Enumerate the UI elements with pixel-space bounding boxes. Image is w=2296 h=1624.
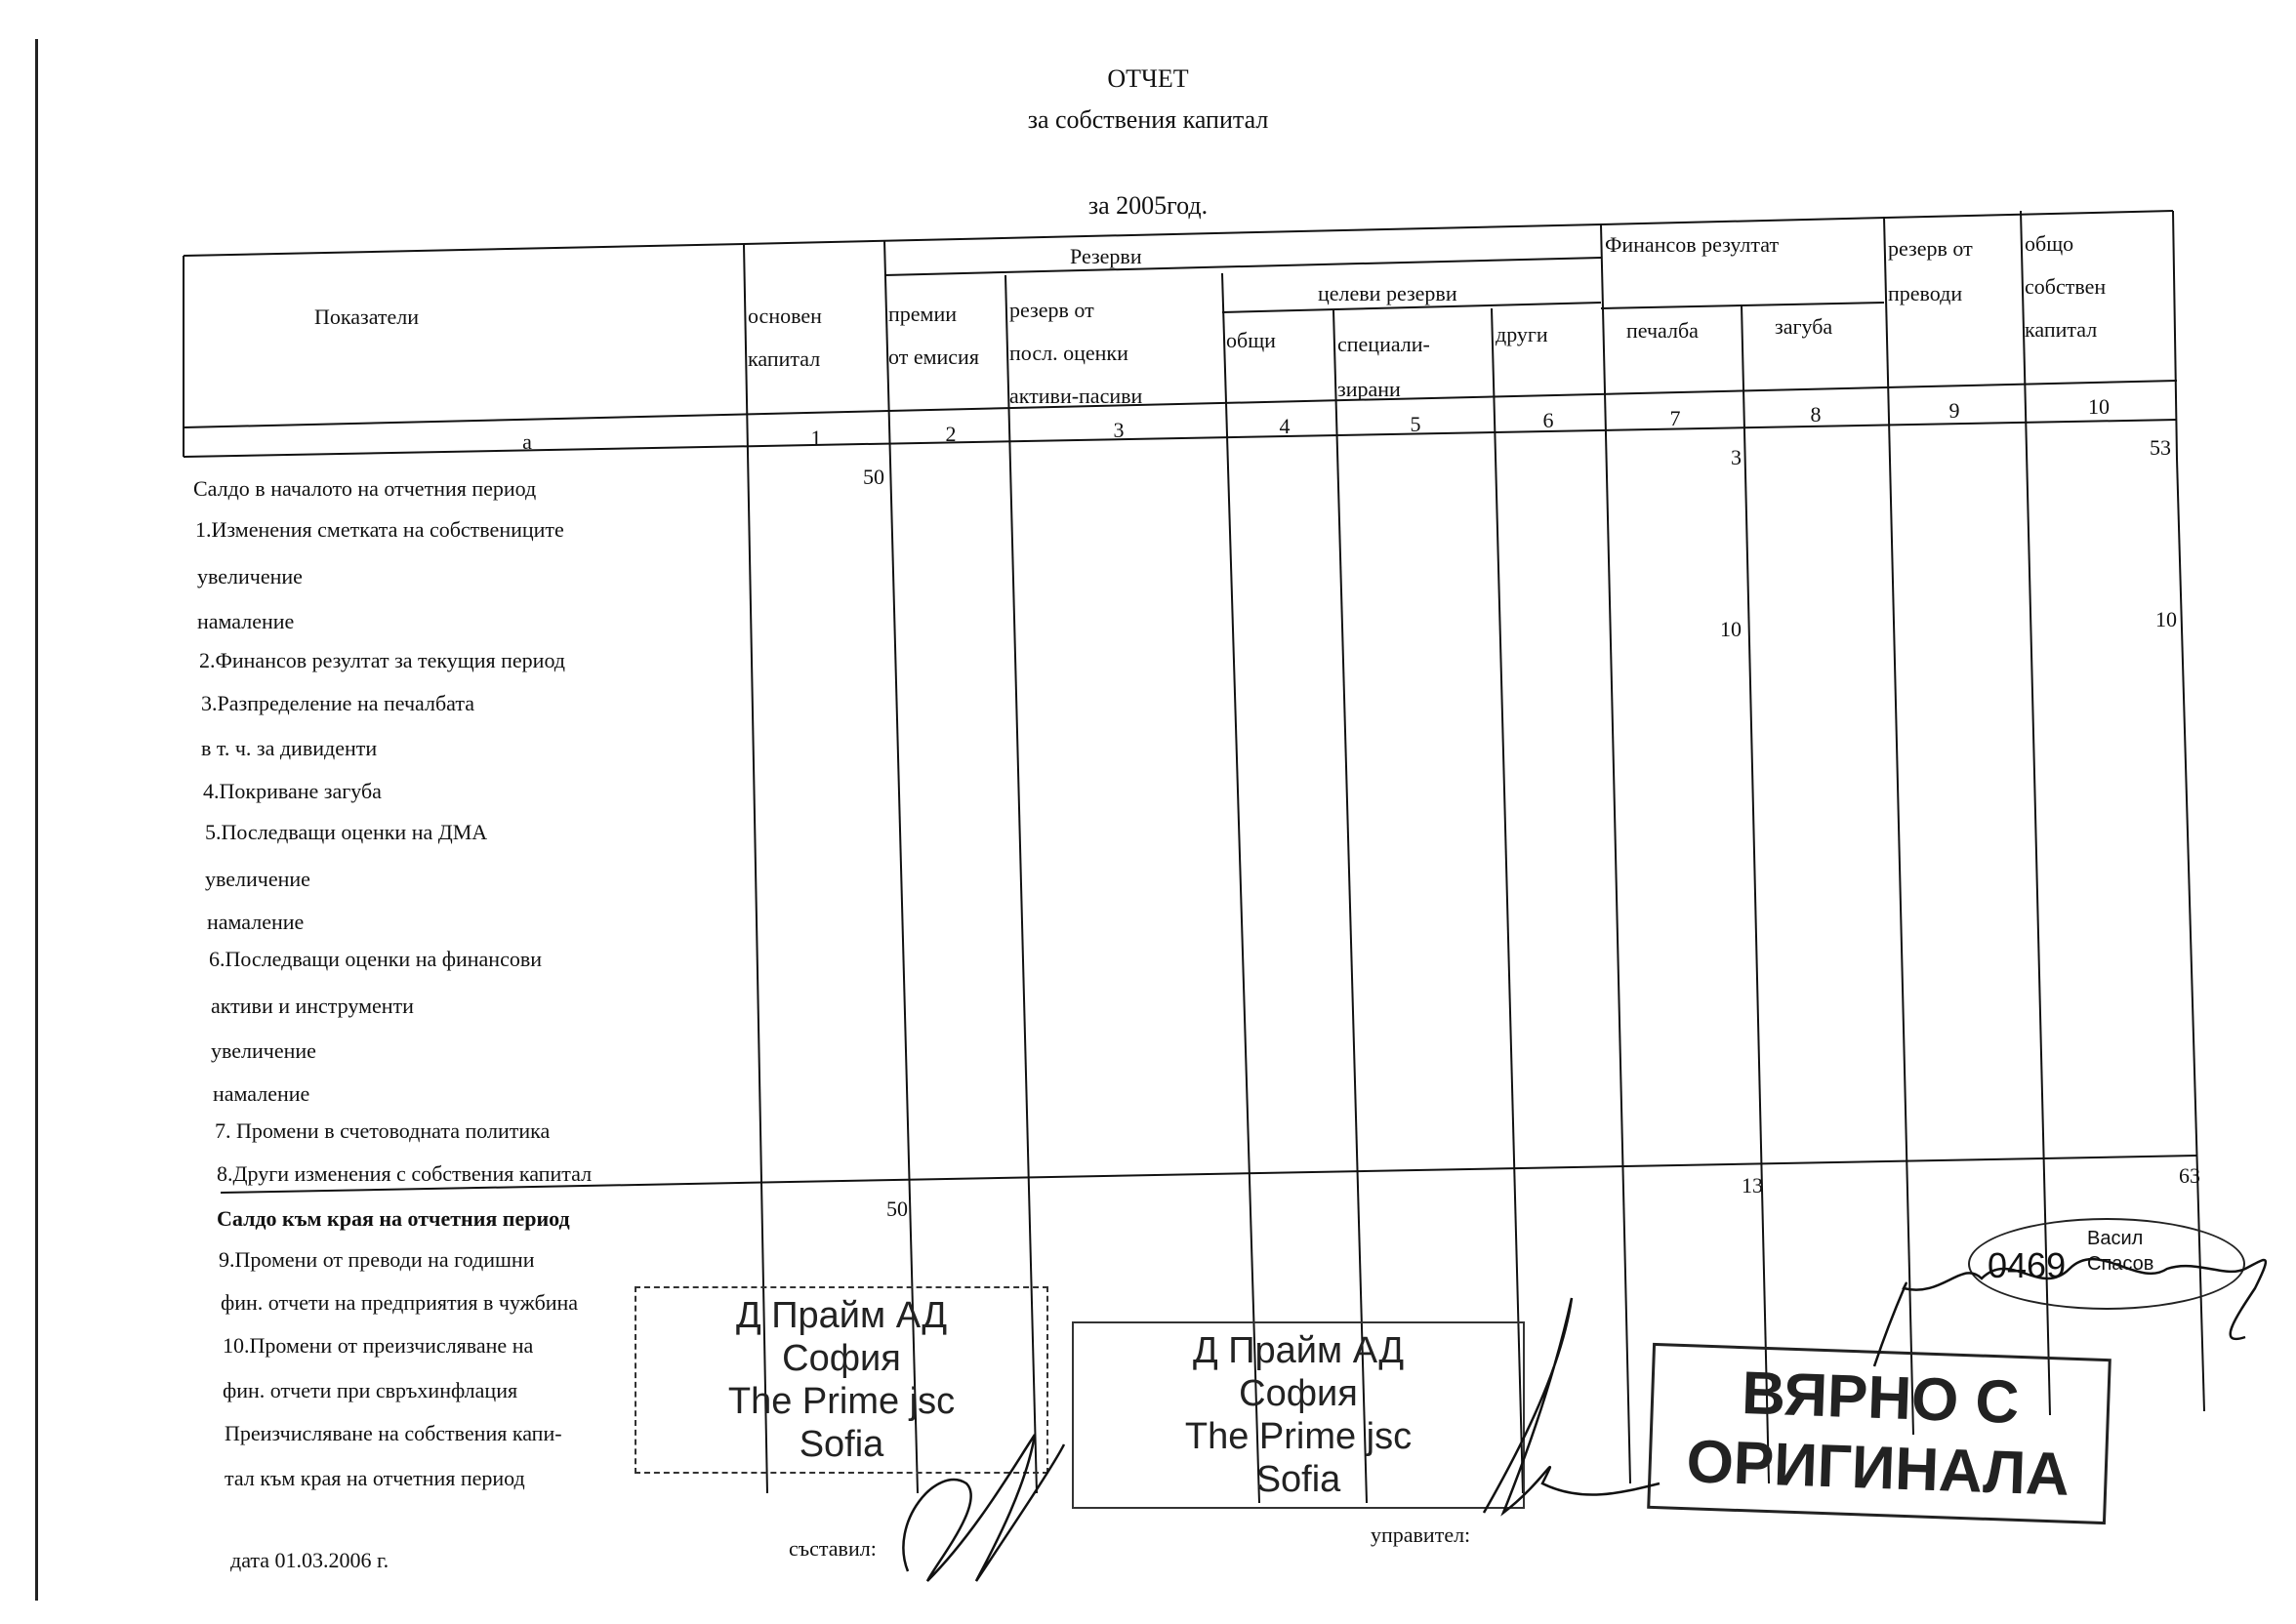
row-label: 5.Последващи оценки на ДМА [205, 820, 488, 844]
document-period: за 2005год. [1087, 191, 1209, 220]
row-label: намаление [213, 1081, 310, 1106]
row-label: 3.Разпределение на печалбата [201, 691, 475, 715]
row-label: увеличение [205, 867, 310, 891]
header-col6: други [1496, 322, 1548, 346]
col-number-7: 7 [1669, 406, 1681, 430]
row-label: 9.Промени от преводи на годишни [219, 1247, 535, 1272]
row-label-closing: Салдо към края на отчетния период [217, 1206, 570, 1231]
col-number-3: 3 [1113, 418, 1125, 442]
header-target-reserves: целеви резерви [1318, 281, 1457, 305]
header-col10: общо собствен капитал [2025, 231, 2107, 342]
row-label: Преизчисляване на собствения капи- [225, 1421, 562, 1445]
col-number-9: 9 [1948, 398, 1960, 423]
value-opening-total: 53 [2150, 435, 2171, 460]
signature-manager [1484, 1298, 1660, 1513]
header-reserves: Резерви [1070, 244, 1142, 268]
row-label: фин. отчети при свръхинфлация [223, 1378, 518, 1402]
company-stamp-1: Д Прайм АД София The Prime jsc Sofia [635, 1286, 1048, 1474]
header-col3: резерв от посл. оценки активи-пасиви [1009, 298, 1143, 408]
company-stamp-2: Д Прайм АД София The Prime jsc Sofia [1072, 1321, 1525, 1509]
document-subtitle: за собствения капитал [1027, 105, 1269, 134]
header-col5: специали- зирани [1337, 332, 1430, 401]
row-label: намаление [197, 609, 295, 633]
value-closing-capital: 50 [886, 1197, 908, 1221]
document-title: ОТЧЕТ [1107, 64, 1189, 93]
signature-certifier [1874, 1259, 2266, 1366]
col-number-10: 10 [2088, 394, 2110, 419]
certified-copy-stamp: ВЯРНО С ОРИГИНАЛА [1647, 1343, 2112, 1524]
row-label: активи и инструменти [211, 994, 414, 1018]
footer-date: дата 01.03.2006 г. [230, 1548, 390, 1572]
col-number-5: 5 [1410, 412, 1421, 436]
row-label: тал към края на отчетния период [225, 1466, 525, 1490]
col-number-1: 1 [810, 426, 822, 450]
col-number-a: а [522, 429, 532, 454]
row-label: фин. отчети на предприятия в чужбина [221, 1290, 579, 1315]
row-label: намаление [207, 910, 305, 934]
signature-compiled [903, 1435, 1064, 1581]
row-label: 2.Финансов резултат за текущия период [199, 648, 565, 672]
col-number-6: 6 [1542, 408, 1554, 432]
oval-stamp: 0469 Васил Спасов [1968, 1218, 2245, 1310]
col-number-8: 8 [1810, 402, 1822, 426]
row-label: 1.Изменения сметката на собствениците [195, 517, 564, 542]
row-label: 6.Последващи оценки на финансови [209, 947, 542, 971]
footer-compiled: съставил: [789, 1536, 877, 1561]
header-col4: общи [1226, 328, 1276, 352]
row-label: увеличение [197, 564, 303, 589]
row-label: 8.Други изменения с собствения капитал [217, 1161, 593, 1186]
value-closing-profit: 13 [1742, 1173, 1763, 1198]
value-result-profit: 10 [1720, 617, 1742, 641]
header-col2: премии от емисия [888, 302, 979, 369]
col-number-2: 2 [945, 422, 957, 446]
value-opening-capital: 50 [863, 465, 884, 489]
value-result-total: 10 [2155, 607, 2177, 631]
header-col8: загуба [1775, 314, 1833, 339]
value-opening-profit: 3 [1731, 445, 1742, 469]
row-label: в т. ч. за дивиденти [201, 736, 378, 760]
header-col7: печалба [1626, 318, 1699, 343]
row-label: увеличение [211, 1038, 316, 1063]
header-col9: резерв от преводи [1888, 236, 1973, 305]
footer-manager: управител: [1371, 1522, 1471, 1547]
row-label: 7. Промени в счетоводната политика [215, 1118, 551, 1143]
header-financial-result: Финансов резултат [1605, 232, 1780, 257]
col-number-4: 4 [1279, 414, 1291, 438]
header-indicators: Показатели [314, 304, 420, 329]
row-label: 4.Покриване загуба [203, 779, 382, 803]
header-col1: основен капитал [748, 304, 822, 371]
row-label: Салдо в началото на отчетния период [193, 476, 537, 501]
row-label: 10.Промени от преизчисляване на [223, 1333, 534, 1358]
value-closing-total: 63 [2179, 1163, 2200, 1188]
